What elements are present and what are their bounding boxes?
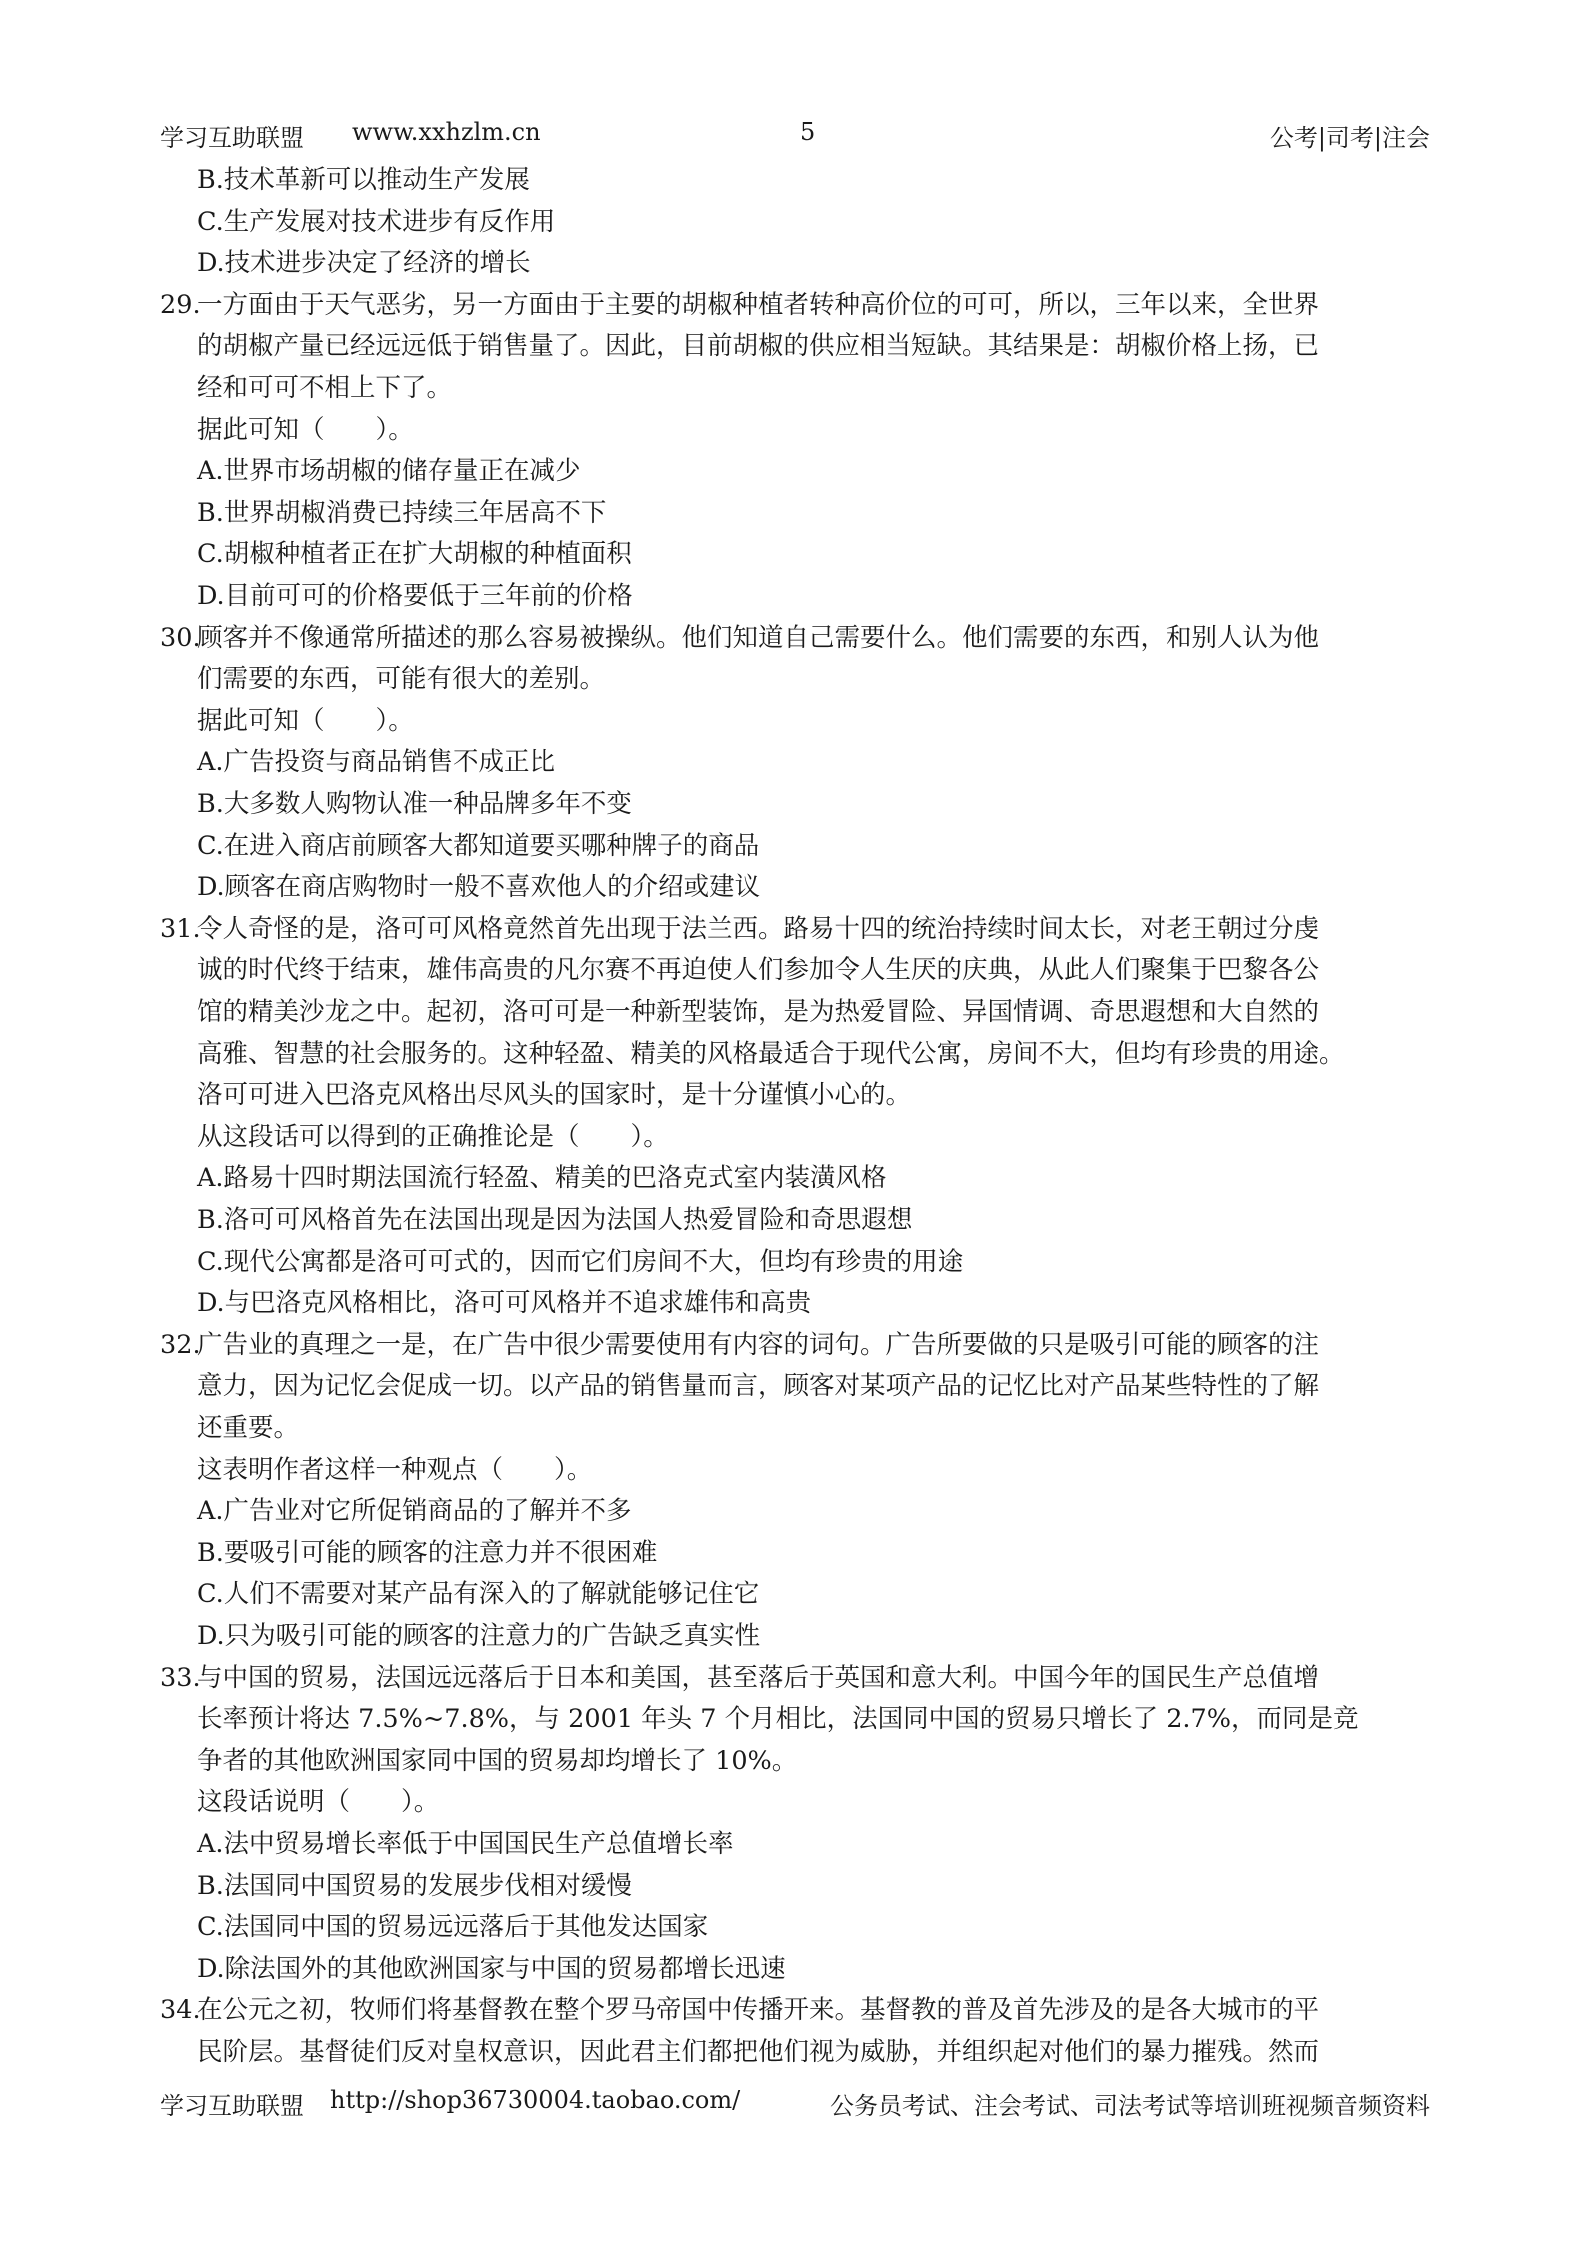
- page-number: 5: [800, 118, 816, 146]
- option-line: D.顾客在商店购物时一般不喜欢他人的介绍或建议: [197, 872, 761, 903]
- option-line: D.目前可可的价格要低于三年前的价格: [197, 581, 633, 611]
- question-number: 34.: [160, 1995, 201, 2026]
- option-line: C.现代公寓都是洛可可式的，因而它们房间不大，但均有珍贵的用途: [197, 1246, 964, 1277]
- option-line: A.世界市场胡椒的储存量正在减少: [197, 456, 581, 487]
- question-text-line: 高雅、智慧的社会服务的。这种轻盈、精美的风格最适合于现代公寓，房间不大，但均有珍贵的用途。: [197, 1038, 1345, 1069]
- header-categories: 公考|司考|注会: [1269, 124, 1430, 152]
- option-line: D.只为吸引可能的顾客的注意力的广告缺乏真实性: [197, 1621, 761, 1651]
- page-footer: [160, 2086, 1430, 2120]
- option-line: B.大多数人购物认准一种品牌多年不变: [197, 789, 632, 819]
- option-line: C.人们不需要对某产品有深入的了解就能够记住它: [197, 1579, 760, 1610]
- question-text-line: 馆的精美沙龙之中。起初，洛可可是一种新型装饰，是为热爱冒险、异国情调、奇思遐想和大自然的: [197, 997, 1320, 1027]
- question-text-line: 经和可可不相上下了。: [197, 373, 453, 403]
- option-line: C.法国同中国的贸易远远落后于其他发达国家: [197, 1912, 709, 1943]
- footer-url[interactable]: http://shop36730004.taobao.com/: [330, 2086, 741, 2114]
- question-prompt: 据此可知（ ）。: [197, 414, 414, 445]
- footer-description: 公务员考试、注会考试、司法考试等培训班视频音频资料: [830, 2092, 1430, 2120]
- option-line: A.路易十四时期法国流行轻盈、精美的巴洛克式室内装潢风格: [197, 1163, 887, 1194]
- question-number: 32.: [160, 1329, 201, 1360]
- option-line: A.广告投资与商品销售不成正比: [197, 747, 556, 778]
- option-line: B.世界胡椒消费已持续三年居高不下: [197, 497, 607, 528]
- question-text-line: 长率预计将达 7.5%~7.8%，与 2001 年头 7 个月相比，法国同中国的贸易只增长了 2.7%，而同是竞: [197, 1704, 1359, 1735]
- question-text-line: 争者的其他欧洲国家同中国的贸易却均增长了 10%。: [197, 1745, 798, 1776]
- question-text-line: 的胡椒产量已经远远低于销售量了。因此，目前胡椒的供应相当短缺。其结果是：胡椒价格上扬，已: [197, 331, 1320, 362]
- question-number: 31.: [160, 913, 201, 944]
- question-text-line: 们需要的东西，可能有很大的差别。: [197, 664, 606, 695]
- option-line: A.广告业对它所促销商品的了解并不多: [197, 1496, 632, 1527]
- question-number: 33.: [160, 1662, 201, 1693]
- question-text-line: 广告业的真理之一是，在广告中很少需要使用有内容的词句。广告所要做的只是吸引可能的顾客的注: [197, 1329, 1320, 1360]
- page-header: [160, 118, 1430, 152]
- question-prompt: 据此可知（ ）。: [197, 705, 414, 736]
- question-text-line: 与中国的贸易，法国远远落后于日本和美国，甚至落后于英国和意大利。中国今年的国民生产总值增: [197, 1662, 1320, 1693]
- question-number: 30.: [160, 622, 201, 653]
- option-line: C.生产发展对技术进步有反作用: [197, 206, 556, 237]
- question-text-line: 在公元之初，牧师们将基督教在整个罗马帝国中传播开来。基督教的普及首先涉及的是各大城市的平: [197, 1995, 1320, 2026]
- question-prompt: 从这段话可以得到的正确推论是（ ）。: [197, 1121, 669, 1152]
- option-line: D.与巴洛克风格相比，洛可可风格并不追求雄伟和高贵: [197, 1288, 812, 1319]
- header-site-name: 学习互助联盟: [160, 124, 304, 152]
- option-line: B.法国同中国贸易的发展步伐相对缓慢: [197, 1870, 632, 1901]
- question-prompt: 这段话说明（ ）。: [197, 1787, 440, 1818]
- option-line: A.法中贸易增长率低于中国国民生产总值增长率: [197, 1829, 734, 1859]
- header-url[interactable]: www.xxhzlm.cn: [352, 118, 541, 146]
- option-line: C.胡椒种植者正在扩大胡椒的种植面积: [197, 539, 632, 570]
- question-text-line: 还重要。: [197, 1413, 300, 1443]
- option-line: D.技术进步决定了经济的增长: [197, 248, 531, 279]
- question-prompt: 这表明作者这样一种观点（ ）。: [197, 1454, 593, 1485]
- option-line: B.洛可可风格首先在法国出现是因为法国人热爱冒险和奇思遐想: [197, 1205, 913, 1235]
- option-line: C.在进入商店前顾客大都知道要买哪种牌子的商品: [197, 830, 760, 861]
- question-text-line: 民阶层。基督徒们反对皇权意识，因此君主们都把他们视为威胁，并组织起对他们的暴力摧残。然而: [197, 2037, 1320, 2067]
- question-text-line: 意力，因为记忆会促成一切。以产品的销售量而言，顾客对某项产品的记忆比对产品某些特性的了解: [197, 1371, 1320, 1402]
- question-number: 29.: [160, 289, 201, 320]
- option-line: B.技术革新可以推动生产发展: [197, 165, 530, 195]
- question-text-line: 顾客并不像通常所描述的那么容易被操纵。他们知道自己需要什么。他们需要的东西，和别人认为他: [197, 622, 1320, 653]
- question-text-line: 一方面由于天气恶劣，另一方面由于主要的胡椒种植者转种高价位的可可，所以，三年以来，全世界: [197, 289, 1320, 320]
- question-text-line: 诚的时代终于结束，雄伟高贵的凡尔赛不再迫使人们参加令人生厌的庆典，从此人们聚集于巴黎各公: [197, 955, 1320, 986]
- option-line: B.要吸引可能的顾客的注意力并不很困难: [197, 1537, 658, 1568]
- question-text-line: 洛可可进入巴洛克风格出尽风头的国家时，是十分谨慎小心的。: [197, 1080, 912, 1111]
- question-text-line: 令人奇怪的是，洛可可风格竟然首先出现于法兰西。路易十四的统治持续时间太长，对老王朝过分虔: [197, 913, 1320, 944]
- option-line: D.除法国外的其他欧洲国家与中国的贸易都增长迅速: [197, 1953, 786, 1984]
- footer-site-name: 学习互助联盟: [160, 2092, 304, 2120]
